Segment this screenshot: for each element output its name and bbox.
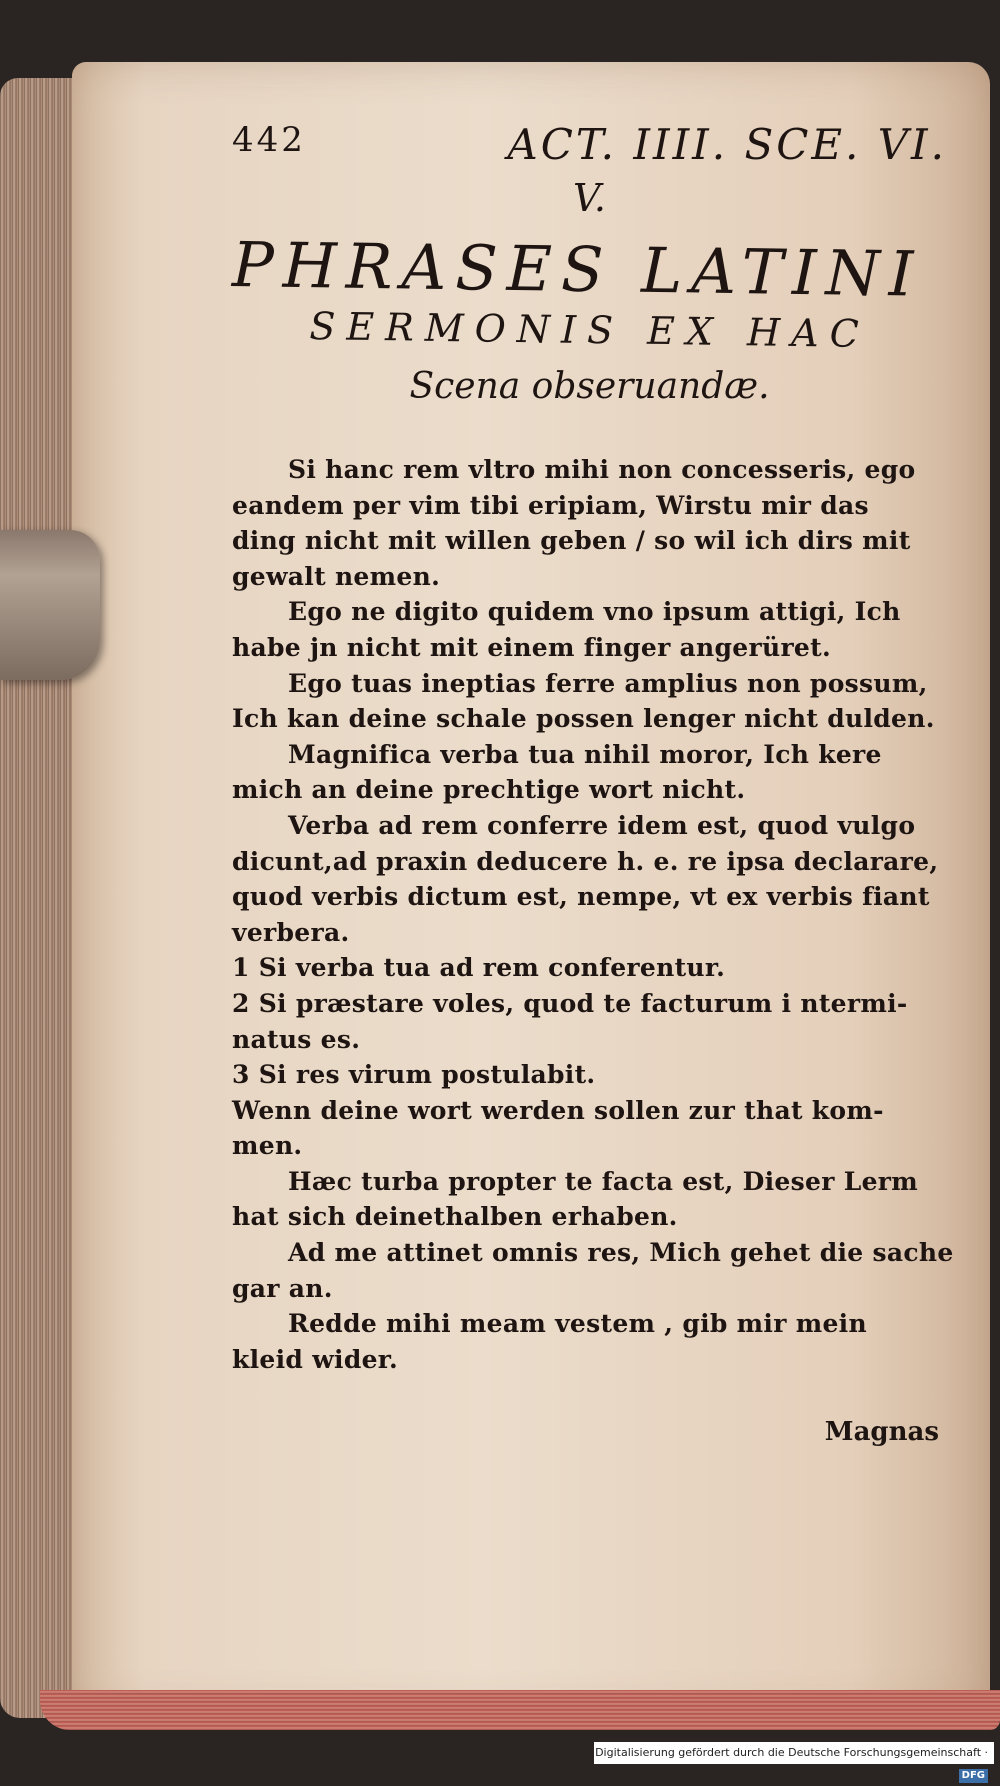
text-line: men. — [232, 1131, 303, 1161]
text-line: habe jn nicht mit einem finger angerüret. — [232, 632, 831, 662]
text-line: Wenn deine wort werden sollen zur that kom- — [232, 1095, 884, 1125]
section-numeral: V. — [573, 176, 606, 220]
text-line: Ego ne digito quidem vno ipsum attigi, Ich — [288, 597, 901, 627]
text-line: Redde mihi meam vestem , gib mir mein — [288, 1309, 867, 1339]
body-lines — [232, 452, 954, 1377]
text-line: kleid wider. — [232, 1344, 398, 1374]
page-text-block — [231, 120, 954, 1448]
text-line: Magnifica verba tua nihil moror, Ich kere — [288, 739, 882, 769]
text-line: eandem per vim tibi eripiam, Wirstu mir das — [232, 490, 869, 520]
credit-text: Digitalisierung gefördert durch die Deutsche Forschungsgemeinschaft · — [595, 1746, 988, 1759]
text-line: ding nicht mit willen geben / so wil ich dirs mit — [232, 526, 911, 556]
dfg-logo: DFG — [959, 1769, 988, 1783]
digitization-credit — [594, 1742, 994, 1781]
title-line-1: PHRASES LATINI — [231, 228, 923, 311]
page-number: 442 — [232, 120, 306, 160]
text-line: Ich kan deine schale possen lenger nicht dulden. — [232, 704, 935, 734]
text-line: quod verbis dictum est, nempe, vt ex verbis fiant — [232, 882, 930, 912]
text-line: mich an deine prechtige wort nicht. — [232, 775, 746, 805]
text-line: 2 Si præstare voles, quod te facturum i ntermi- — [232, 988, 908, 1018]
text-line: 1 Si verba tua ad rem conferentur. — [232, 953, 726, 983]
text-line: dicunt,ad praxin deducere h. e. re ipsa declarare, — [232, 846, 939, 876]
text-line: Ad me attinet omnis res, Mich gehet die sache — [288, 1238, 954, 1268]
text-line: 3 Si res virum postulabit. — [232, 1060, 596, 1090]
running-title: ACT. IIII. SCE. VI. — [507, 120, 947, 169]
text-line: Hæc turba propter te facta est, Dieser Lerm — [288, 1166, 919, 1196]
text-line: Verba ad rem conferre idem est, quod vulgo — [288, 810, 916, 840]
text-line: Ego tuas ineptias ferre amplius non possum, — [288, 668, 928, 698]
book-bottom-edge — [40, 1690, 1000, 1730]
title-line-3: Scena obseruandæ. — [409, 366, 770, 407]
text-line: gewalt nemen. — [232, 561, 441, 591]
text-line: natus es. — [232, 1024, 361, 1054]
text-line: verbera. — [232, 917, 350, 947]
text-line: gar an. — [232, 1273, 333, 1303]
text-line: Si hanc rem vltro mihi non concesseris, ego — [288, 455, 916, 484]
book-clasp-strap — [0, 530, 100, 680]
title-line-2: SERMONIS EX HAC — [309, 304, 871, 356]
catchword: Magnas — [824, 1417, 939, 1448]
running-head — [232, 120, 947, 176]
text-line: hat sich deinethalben erhaben. — [232, 1202, 678, 1232]
